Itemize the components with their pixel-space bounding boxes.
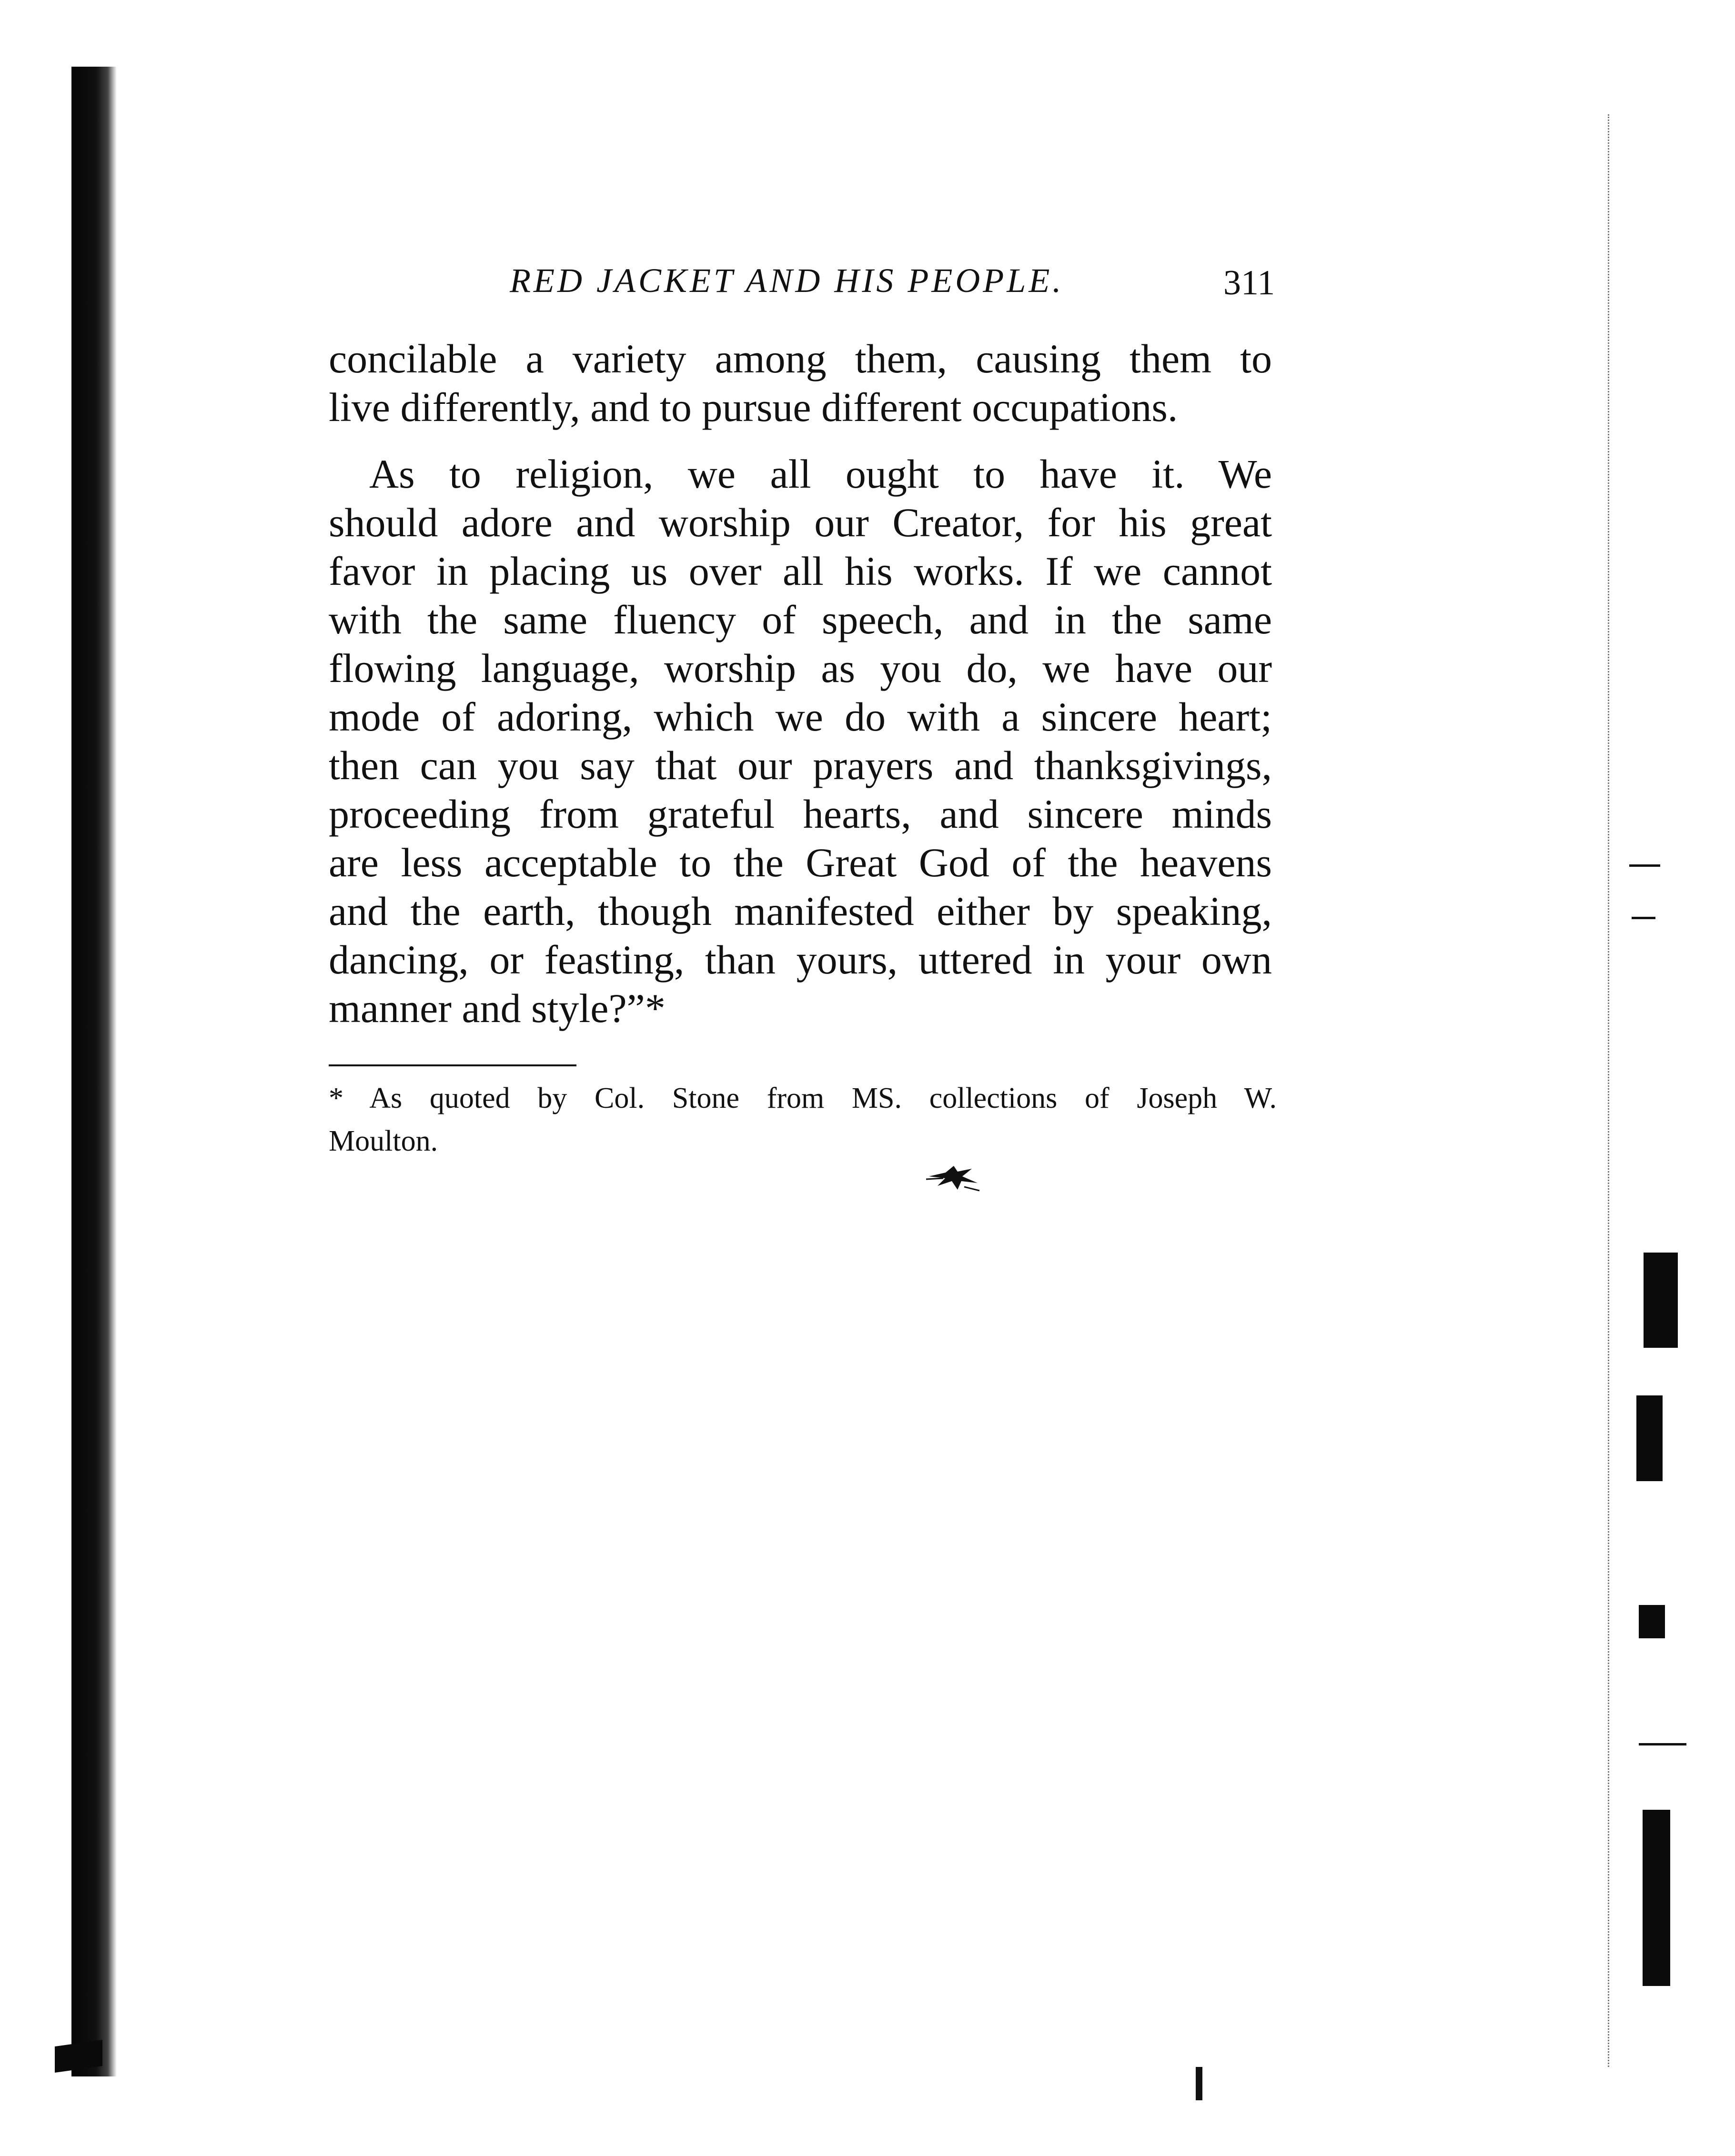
text-line: flowing language, worship as you do, we have our xyxy=(329,645,1272,691)
text-line: then can you say that our prayers and thanksgivings, xyxy=(329,742,1272,788)
adjacent-page-mark xyxy=(1632,917,1655,919)
adjacent-page-mark xyxy=(1639,1605,1665,1638)
text-line: proceeding from grateful hearts, and sincere minds xyxy=(329,791,1272,837)
text-line: should adore and worship our Creator, for his great xyxy=(329,500,1272,545)
footnote-line: Moulton. xyxy=(329,1125,438,1157)
adjacent-page-mark xyxy=(1629,864,1660,867)
footnote-line: * As quoted by Col. Stone from MS. collections of Joseph W. xyxy=(329,1082,1277,1114)
text-line: concilable a variety among them, causing them to xyxy=(329,336,1272,381)
page-number: 311 xyxy=(1223,263,1275,302)
text-line: with the same fluency of speech, and in the same xyxy=(329,597,1272,642)
text-line: manner and style?”* xyxy=(329,985,666,1031)
running-head xyxy=(329,261,1281,309)
running-title: RED JACKET AND HIS PEOPLE. xyxy=(510,261,1064,300)
text-line: live differently, and to pursue different occupations. xyxy=(329,384,1178,430)
text-line: favor in placing us over all his works. If we cannot xyxy=(329,548,1272,594)
text-line: dancing, or feasting, than yours, uttered in your own xyxy=(329,937,1272,983)
adjacent-page-mark xyxy=(1636,1395,1663,1481)
text-line: are less acceptable to the Great God of the heavens xyxy=(329,840,1272,885)
printers-ornament-icon xyxy=(924,1162,981,1195)
text-line: and the earth, though manifested either by speaking, xyxy=(329,888,1272,934)
footnote-rule xyxy=(329,1064,576,1066)
scan-mark xyxy=(1196,2067,1202,2100)
adjacent-page-mark xyxy=(1639,1743,1686,1745)
adjacent-page-edge xyxy=(1608,114,1613,2067)
adjacent-page-mark xyxy=(1643,1810,1670,1986)
adjacent-page-mark xyxy=(1644,1253,1678,1348)
page-binding-shadow xyxy=(71,67,117,2076)
text-line: mode of adoring, which we do with a sincere heart; xyxy=(329,694,1272,740)
text-line: As to religion, we all ought to have it. We xyxy=(369,451,1272,497)
